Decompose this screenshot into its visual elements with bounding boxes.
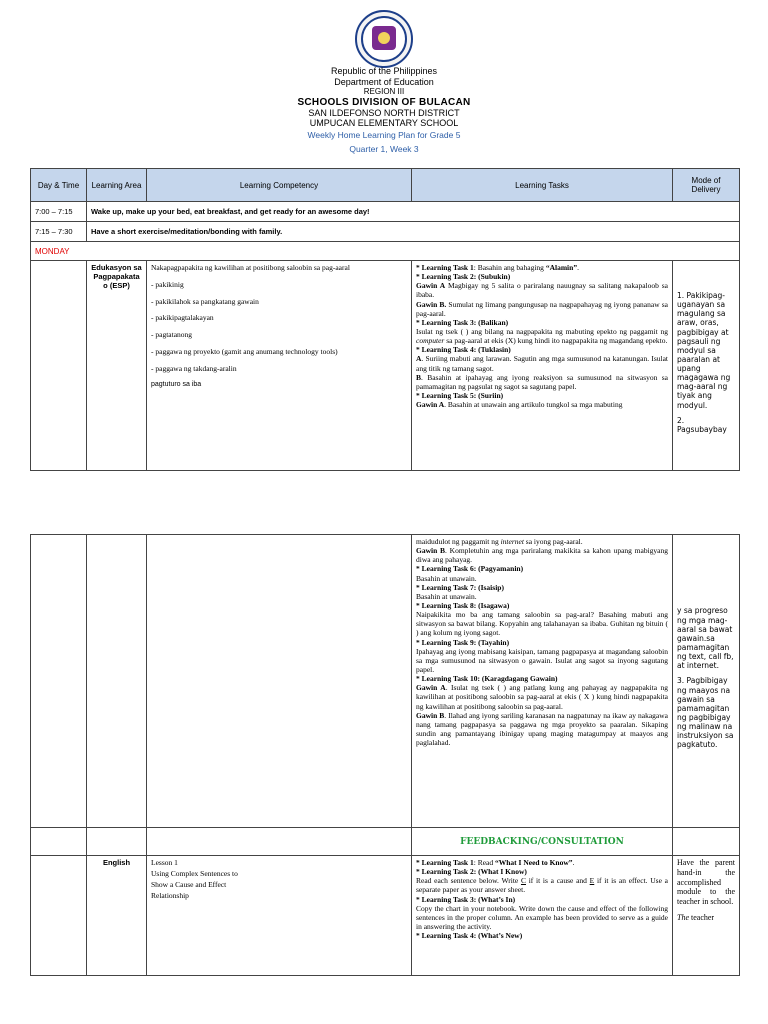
empty-cell xyxy=(147,535,412,828)
district-line: SAN ILDEFONSO NORTH DISTRICT xyxy=(308,108,460,118)
table-header-row xyxy=(31,169,740,202)
region-line: REGION III xyxy=(363,87,405,96)
empty-cell xyxy=(31,828,87,856)
column-header: Learning Area xyxy=(87,169,147,202)
learning-competency xyxy=(147,856,412,976)
feedback-label: FEEDBACKING/CONSULTATION xyxy=(412,828,673,856)
day-label: MONDAY xyxy=(31,242,740,261)
competency-line: - paggawa ng takdang-aralin xyxy=(151,363,237,373)
competency-line: - pakikilahok sa pangkatang gawain xyxy=(151,296,259,306)
mode-of-delivery xyxy=(673,261,740,471)
mode-item: 2. Pagsubaybay xyxy=(677,415,727,434)
competency-line: - pakikipagtalakayan xyxy=(151,313,214,323)
learning-tasks: maidudulot ng paggamit ng internet sa iyong pag-aaral. Gawin B. Kompletuhin ang mga pariralang makikita sa kahon upang mabigyang diwa ang pahayag. * Learning Task 6: (Pagyamanin) Basahin at unawain. * Learning Task 7: (Isaisip) Basahin at unawain. * Learning Task 8: (Isagawa) Naipakikita mo ba ang tamang saloobin sa pag-aral? Basahing mabuti ang sitwasyon sa bawat bilang. Kopyahin ang talahanayan sa ibaba. Guhitan ng bituin ( ) ang kolum ng iyong sagot. * Learning Task 9: (Tayahin) Ipahayag ang iyong mabisang kaisipan, tamang pagpapasya at magandang saloobin sa mga sumusunod na sitwasyon o gawain. Isulat ang sagot sa inyong sagutang papel. * Learning Task 10: (Karagdagang Gawain) Gawin A. Isulat ng tsek ( ) ang patlang kung ang pahayag ay nagpapakita ng kawilihan at positibong saloobin sa pag-aaral at ekis ( X ) kung hindi nagpapakita ng kawilihan at positibong saloobin sa pag-aaral. Gawin B. Ilahad ang iyong sariling karanasan na nagpatunay na ikaw ay nakagawa nang tamang pagpapasya sa paggawa ng mga proyekto sa paaralan. Sikaping sundin ang pamantayang ibinigay upang maging matagumpay at maayos ang paglalahad. xyxy=(412,535,673,828)
empty-cell xyxy=(87,828,147,856)
schedule-activity: Have a short exercise/meditation/bonding with family. xyxy=(87,222,740,242)
empty-cell xyxy=(31,261,87,471)
esp-continued-row xyxy=(31,535,740,828)
schedule-row xyxy=(31,202,740,222)
competency-line: Relationship xyxy=(151,890,189,900)
empty-cell xyxy=(673,828,740,856)
mode-of-delivery xyxy=(673,535,740,828)
column-header: Learning Tasks xyxy=(412,169,673,202)
learning-plan-table-continued xyxy=(30,534,740,976)
mode-item: 3. Pagbibigay ng maayos na gawain sa pamamagitan ng pagbibigay ng malinaw na instruksiyon sa pagkatuto. xyxy=(677,676,734,750)
empty-cell xyxy=(31,535,87,828)
plan-title: Weekly Home Learning Plan for Grade 5 xyxy=(307,130,461,140)
empty-cell xyxy=(147,828,412,856)
division-line: SCHOOLS DIVISION OF BULACAN xyxy=(297,97,471,108)
learning-tasks: * Learning Task 1: Basahin ang bahaging “Alamin”. * Learning Task 2: (Subukin) Gawin A Magbigay ng 5 salita o pariralang nauugnay sa salitang nakapaloob sa ibaba. Gawin B. Sumulat ng limang pangungusap na nagpapahayag ng iyong pananaw sa pag-aaral. * Learning Task 3: (Balikan) Isulat ng tsek ( ) ang bilang na nagpapakita ng mabuting epekto ng paggamit ng computer sa pag-aaral at ekis (X) kung hindi ito nagpapakita ng magandang epekto. * Learning Task 4: (Tuklasin) A. Suriing mabuti ang larawan. Sagutin ang mga sumusunod na katanungan. Isulat ang titik ng tamang sagot. B. Basahin at ipahayag ang iyong reaksiyon sa sumusunod na sitwasyon sa pamamagitan ng pagsulat ng sagot sa sagutang papel. * Learning Task 5: (Suriin) Gawin A. Basahin at unawain ang artikulo tungkol sa mga mabuting xyxy=(412,261,673,471)
learning-plan-table xyxy=(30,168,740,471)
competency-line: Show a Cause and Effect xyxy=(151,879,227,889)
school-line: UMPUCAN ELEMENTARY SCHOOL xyxy=(309,118,459,128)
mode-item: Have the parent hand-in the accomplished module to the teacher in school. xyxy=(677,858,735,906)
competency-line: Lesson 1 xyxy=(151,858,178,867)
empty-cell xyxy=(87,535,147,828)
competency-line: - pakikinig xyxy=(151,279,184,289)
republic-line: Republic of the Philippines xyxy=(330,66,438,76)
learning-competency xyxy=(147,261,412,471)
competency-line: Using Complex Sentences to xyxy=(151,868,238,878)
column-header: Mode of Delivery xyxy=(673,169,740,202)
deped-seal-icon xyxy=(355,10,413,68)
learning-area: Edukasyon sa Pagpapakata o (ESP) xyxy=(87,261,147,471)
competency-line: Nakapagpapakita ng kawilihan at positibong saloobin sa pag-aaral xyxy=(151,263,350,272)
mode-item: 1. Pakikipag-uganayan sa magulang sa araw, oras, pagbibigay at pagsauli ng modyul sa paaralan at upang magagawa ng mag-aaral ng tiyak ang modyul. xyxy=(677,290,731,410)
competency-line: pagtuturo sa iba xyxy=(151,381,202,389)
competency-line: - pagtatanong xyxy=(151,330,193,339)
feedback-row xyxy=(31,828,740,856)
schedule-time: 7:15 – 7:30 xyxy=(31,222,87,242)
schedule-activity: Wake up, make up your bed, eat breakfast, and get ready for an awesome day! xyxy=(87,202,740,222)
competency-line: - paggawa ng proyekto (gamit ang anumang technology tools) xyxy=(151,346,338,356)
esp-row xyxy=(31,261,740,471)
column-header: Learning Competency xyxy=(147,169,412,202)
mode-item: The teacher xyxy=(677,912,715,922)
department-line: Department of Education xyxy=(334,77,434,87)
english-row xyxy=(31,856,740,976)
schedule-row xyxy=(31,222,740,242)
learning-tasks: * Learning Task 1: Read “What I Need to Know”. * Learning Task 2: (What I Know) Read each sentence below. Write C if it is a cause and E if it is an effect. Use a separate paper as your answer sheet. * Learning Task 3: (What’s In) Copy the chart in your notebook. Write down the cause and effect of the following sentences in the proper column. An example has been provided to serve as a guide in answering the activity. * Learning Task 4: (What’s New) xyxy=(412,856,673,976)
learning-area: English xyxy=(87,856,147,976)
day-row xyxy=(31,242,740,261)
mode-item: y sa progreso ng mga mag-aaral sa bawat gawain.sa pamamagitan ng text, call fb, at internet. xyxy=(677,606,734,671)
empty-cell xyxy=(31,856,87,976)
schedule-time: 7:00 – 7:15 xyxy=(31,202,87,222)
mode-of-delivery xyxy=(673,856,740,976)
column-header: Day & Time xyxy=(31,169,87,202)
quarter-line: Quarter 1, Week 3 xyxy=(349,144,419,154)
